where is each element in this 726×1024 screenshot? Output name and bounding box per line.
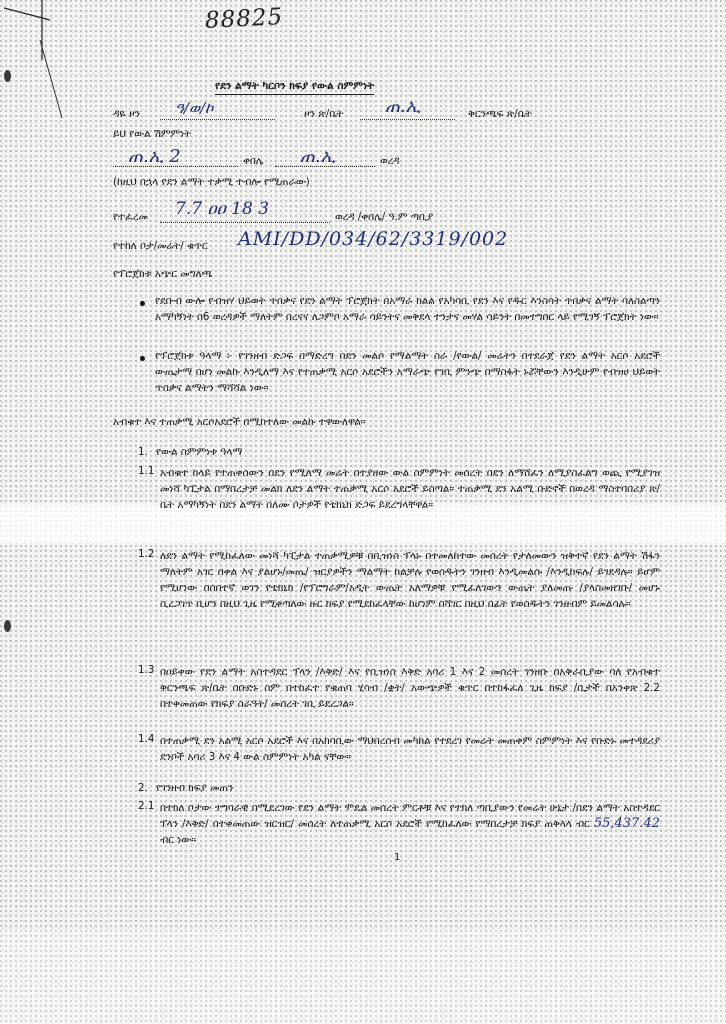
clause-2-1-text-before: በተክለ ቦታው ተግባራዊ በሚደረገው የደን ልማት ሞዴል መሰረት ምርቶቹ እና የተክለ ጣቢያውን የመሬት ሁኔታ /በደን ልማት አስተዳደር ፕላን /እቅድ/ በተቀመጠው ዝርዝር/ መሰረት ለተጠቃሚ አርሶ አደሮች የሚከፈለው የማበረታቻ ክፍያ ጠቅላላ ብር: [160, 802, 660, 830]
signed-date-dotted-line: [160, 222, 330, 223]
preamble-bullet-2: የፕሮጀክቱ ዓላማ ፦ የገንዘብ ድጋፍ በማድረግ በደን መልሶ የማልማት ስራ /የውል/ መሬትን በተደራጀ የደን ልማት አርሶ አደሮች ውጤታማ በሆነ መልኩ እንዲለማ እና የተጠቃሚ አርሶ አደሮችን አማራጭ የገቢ ምንጭ በማስፋት ኑሯቸውን እንዲሁም የብዝሀ ህይወት ጥበቃና ልማትን ማሻሻል ነው።: [155, 350, 660, 394]
second-party-label: ይህ የውል ሽምምነት: [113, 128, 192, 140]
signed-date-label: የተፈረመ: [113, 211, 148, 223]
payment-amount-handwritten: 55,437.42: [593, 816, 660, 831]
page-number: 1: [394, 852, 401, 863]
clause-1-1-text: አብቁተ ከላይ የተጠቀሰውን በደን የሚለማ መሬት በተያዘው ውል ስምምነት መሰረት በደን ለማሸፈን ለሚያስፈልግ ወጪ የሚያገዝ መነሻ ካፒታል በማበረታቻ መልክ ለደን ልማት ተጠቃሚ አርሶ አደሮች ይሰጣል። ተጠቃሚ ደን አልሚ ቡድኖች በወረዳ ማስተባበሪያ ጽ/ቤት አማካኝነት በደን ልማት በለሙ ቦታዎች የቴክኒክ ድጋፍ ይደረግላቸዋል።: [160, 467, 660, 511]
reference-label: የተከለ ቦታ/መሬት/ ቁጥር: [113, 240, 208, 252]
clause-1-1-number: 1.1: [138, 465, 155, 477]
kebele-2-handwritten-value: ጠ.ኢ: [300, 146, 336, 167]
section-2-heading: የገንዘብ ክፍያ መጠን: [156, 782, 234, 794]
zone-dotted-line: [160, 119, 275, 120]
bullet-marker-1: [140, 301, 145, 306]
clause-2-1-text-after: ብር ነው።: [160, 834, 196, 846]
zone-handwritten-value: ዓ/ወ/ኮ: [175, 99, 214, 117]
clause-1-3-text: በዐይቀው የደን ልማት አስተዳደር ፕላን /እቅድ/ እና የቢዝነስ እቅድ አባሪ 1 እና 2 መሰረት ገንዘቡ በአቅራቢያው ባለ የአብቁተ ቅርንጫፍ ጽ/ቤት በቡድኑ ስም በተከፈተ የቁጠባ ሂሳብ /ቋት/ አውጭዎች ቁጥር በተከፋፈለ ጊዜ ክፍያ /ቢታች በአንቀጽ 2.2 በተቀመጠው የክፍያ ስራዓት/ መሰረት ገቢ ይደረጋል።: [160, 666, 660, 710]
clause-1-3-number: 1.3: [138, 664, 155, 676]
margin-pen-stroke: [2, 0, 72, 140]
section-2-number: 2.: [138, 782, 148, 794]
preamble-bullet-1: የደቡብ ውሎ የብዝሃ ህይወት ጥበቃና የደን ልማት ፕሮጀክት በአማራ ክልል የአካባቢ የደን እና የዱር እንስሳት ጥበቃና ልማት ባለስልጣን አማካኝነት በ6 ወረዳዎች ማለትም በረናና ለጋምቦ አማራ ሳይንትና መቅደላ ተንታና መሃል ሳይንት በመተግበር ላይ የሚገኝ ፕሮጀክት ነው።: [155, 295, 660, 323]
clause-2-1-text: [160, 800, 660, 848]
zone-label: ዳዬ ዞን: [113, 108, 140, 120]
clause-1-2-number: 1.2: [138, 548, 155, 560]
signed-date-handwritten-value: 7.7 ዐዐ 18 3: [175, 199, 270, 219]
section-1-heading: የውል ስምምነቱ ዓላማ: [156, 446, 243, 458]
woreda-suffix: ወረዳ: [380, 155, 400, 167]
parenthetical-note: (ከዚህ በኋላ የደን ልማት ተቃሚ ተብሎ የሚጠራው): [113, 176, 310, 188]
signed-date-suffix: ወረዳ /ቀበሌ/ ዓ.ም ጣቢያ: [335, 211, 434, 223]
clause-1-2-text: ለደን ልማት የሚከፈለው መነሻ ካፒታል ተጠቃሚዎቹ በቢዝነስ ፕላኑ በተመለከተው መሰረት የታለመውን ዝቅተኛ የደን ልማት ሽፋን ማለትም አገር በቀል እና ያልሆኑ/መጤ/ ዝርያዎችን ማልማት ከልቻሉ የወሰዱትን ገንዘብ እንዲመልሱ /እንዲከፍሉ/ ይገደዳሉ። ይሆም የሚሆነው በሰበተኛ ወገን የቴክኒክ /የፕሮግራም/አዲት ውጤት አለማዎቹ የሚፈለገውን ውጤት ያለመጡ /ያላስመዘገቡ/ መሆኑ ሲረጋገጥ ቢሆን በዚህ ጊዜ የሚቀጣለው ዙር ክፍያ የሚደከፈላቸው ከሆነም በሻገር በዚህ በፊት የወሰዱትን ገንዘብም ይመልሳሉ።: [160, 550, 660, 610]
bullet-marker-2: [140, 356, 145, 361]
document-title: የደን ልማት ካርቦን ክፍያ የውል ስምምነት: [215, 80, 374, 95]
woreda-dotted-line: [360, 119, 455, 120]
woreda-handwritten-value: ጠ.ኢ: [385, 96, 421, 117]
branch-label: ቅርንጫፍ ጽ/ቤት: [468, 108, 532, 120]
reference-handwritten-value: AMI/DD/034/62/3319/002: [238, 228, 509, 250]
clause-1-4-text: በተጠቃሚ ደን አልሚ አርሶ አደሮች እና በአከባቢው ማህበረሰብ መካከል የተደረገ የመሬት መጠቀም ስምምነት እና የቡድኑ መተዳደሪያ ደንቦች አባሪ 3 እና 4 ውል ስምምነት አካል ናቸው።: [160, 735, 660, 763]
kebele-handwritten-value: ጠ.ኢ 2: [128, 146, 181, 167]
woreda-label: ዞን ጽ/ቤት: [304, 108, 344, 120]
punch-hole-top: [4, 70, 11, 82]
punch-hole-bottom: [4, 620, 11, 632]
kebele-label: ቀበሌ: [243, 155, 264, 167]
clause-1-4-number: 1.4: [138, 733, 155, 745]
agreement-intro: አብቁተ እና ተጠቃሚ አርሶአደሮች በሚከተለው መልኩ ተዋውለዋል።: [113, 416, 366, 428]
preamble-heading: የፕሮጀክቱ አጭር መግለጫ: [113, 268, 213, 280]
scan-bottom-area: [0, 930, 726, 1024]
clause-2-1-number: 2.1: [138, 800, 155, 812]
handwritten-document-number: 88825: [204, 3, 284, 35]
section-1-number: 1.: [138, 446, 148, 458]
